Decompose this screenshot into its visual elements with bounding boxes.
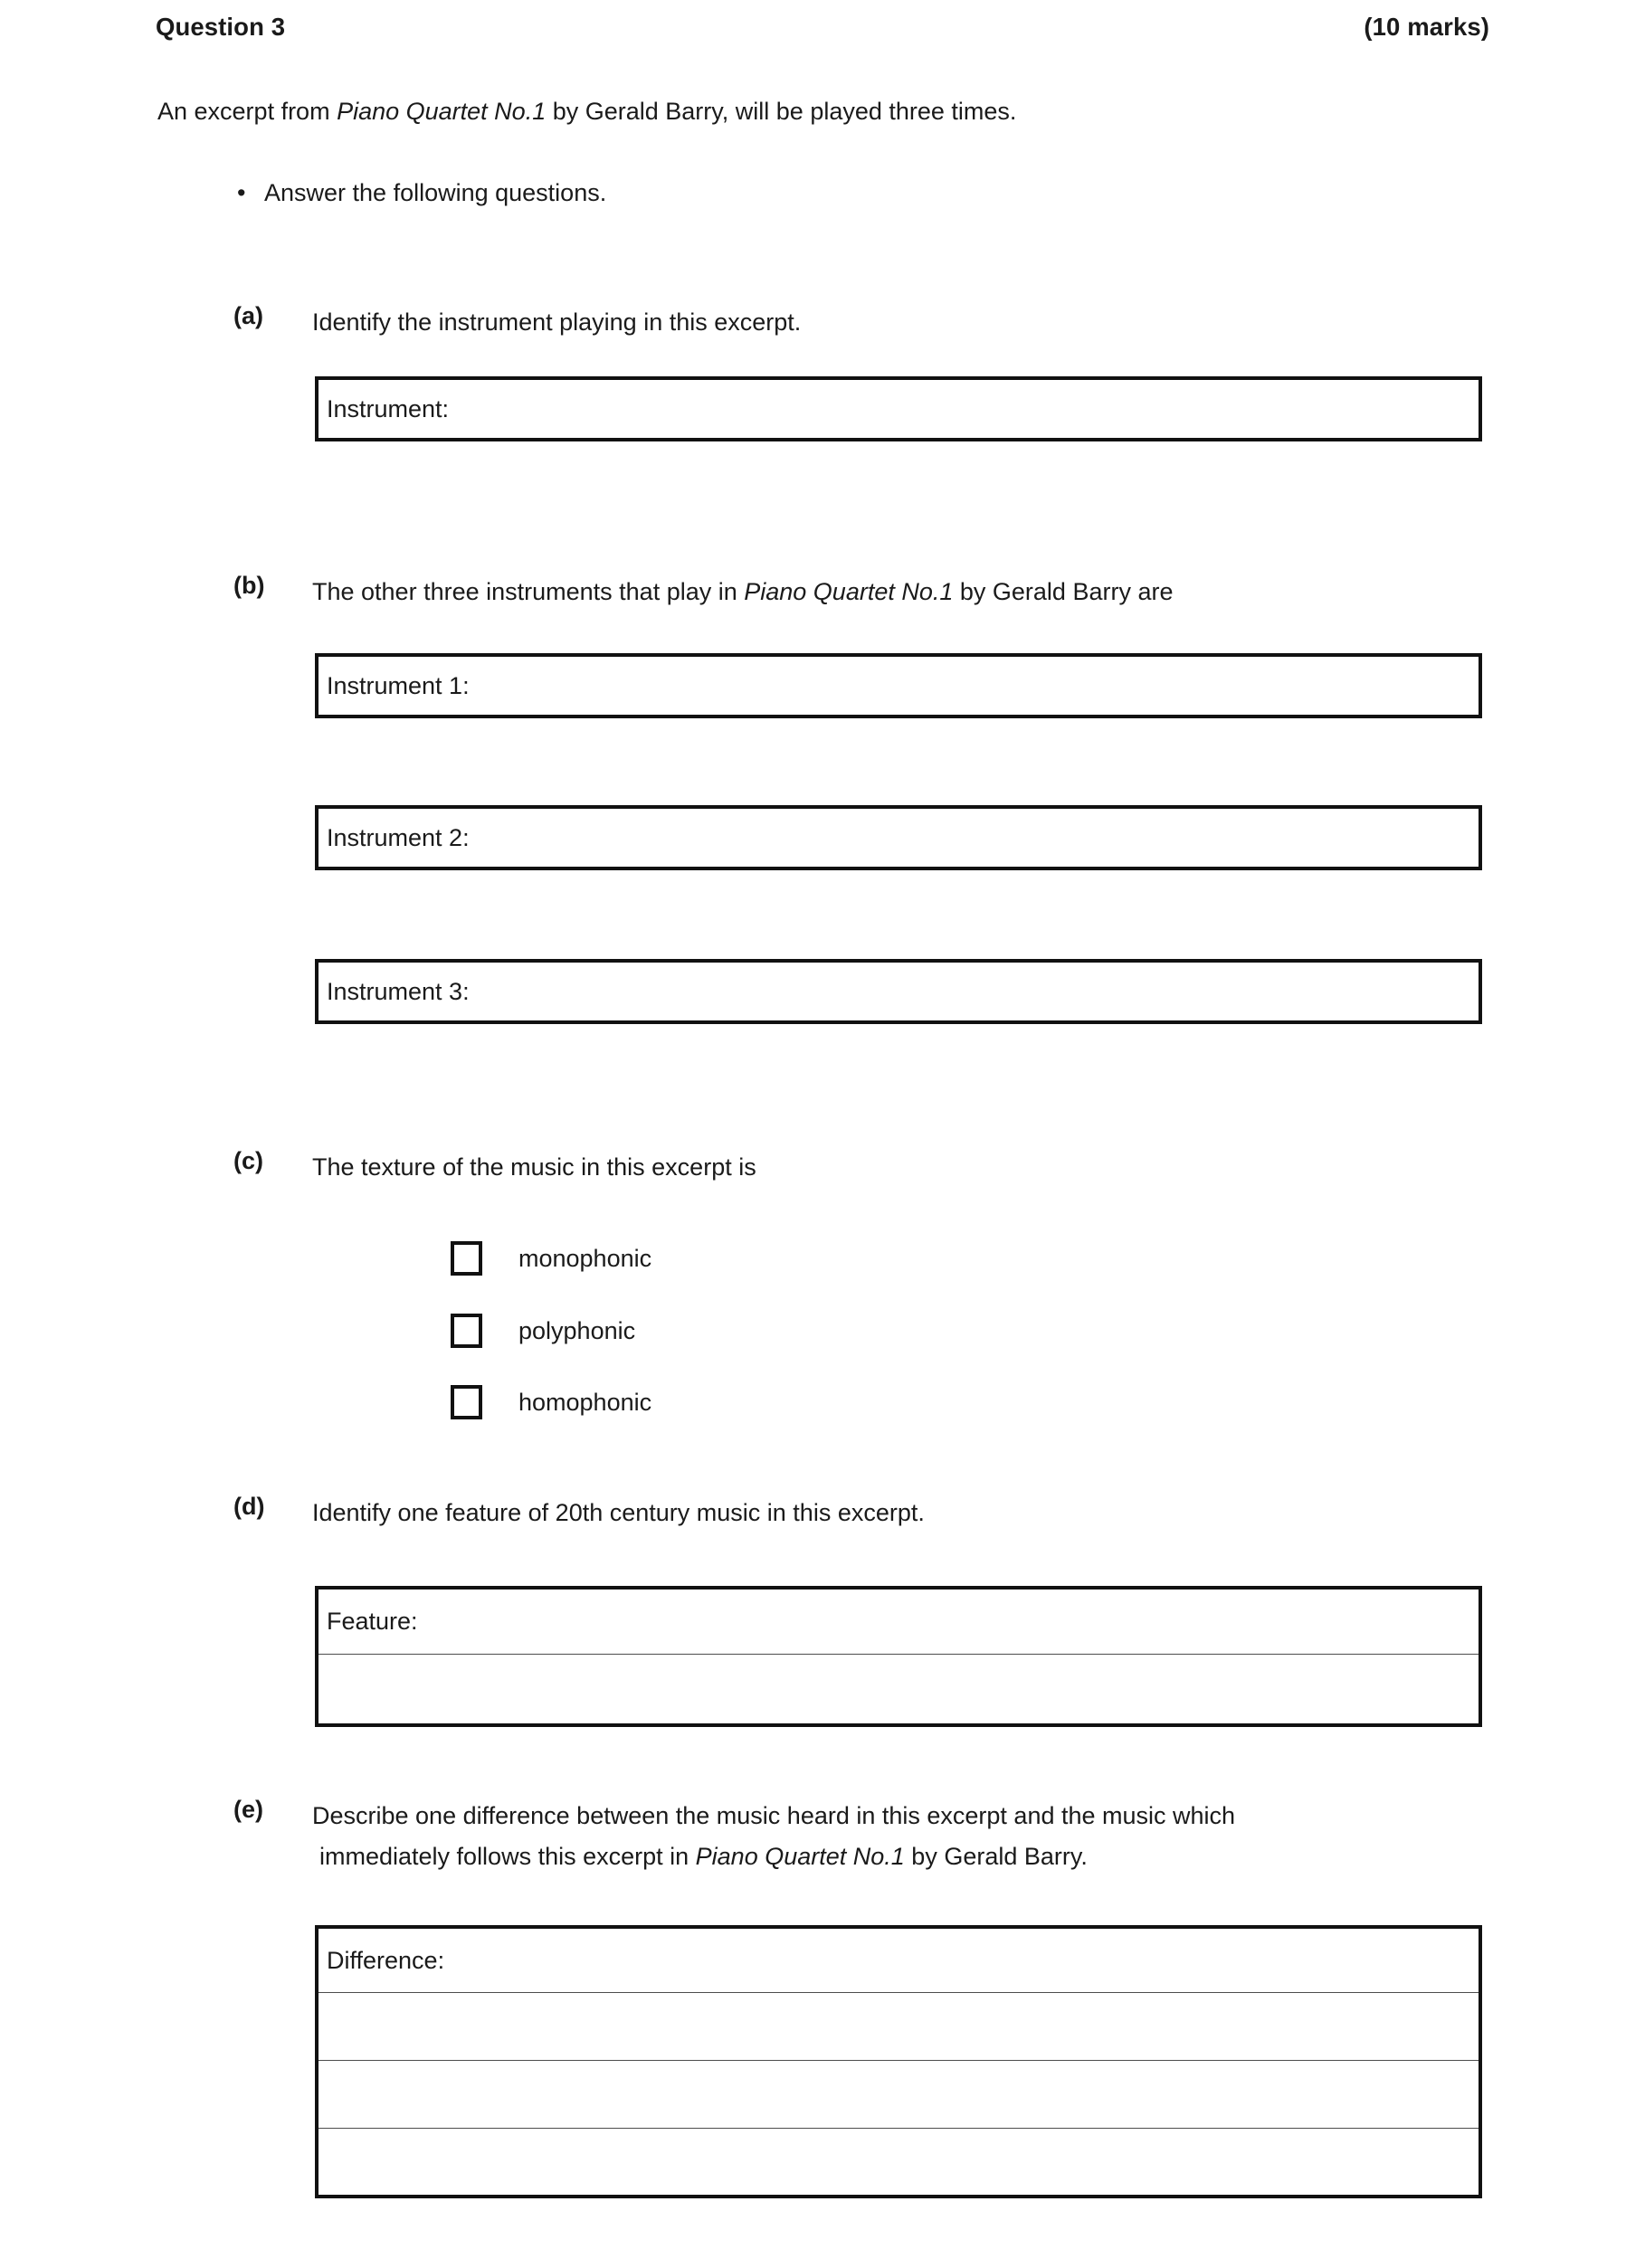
- answer-label-instrument-2: Instrument 2:: [327, 823, 470, 851]
- part-e-line2-before: immediately follows this excerpt in: [319, 1843, 696, 1870]
- part-b-text: [312, 572, 1173, 612]
- answer-box-instrument-3[interactable]: [315, 959, 1482, 1024]
- option-label-homophonic: homophonic: [518, 1388, 652, 1416]
- answer-row[interactable]: [319, 809, 1479, 867]
- part-a-text: Identify the instrument playing in this excerpt.: [312, 308, 802, 336]
- part-d-text: Identify one feature of 20th century music in this excerpt.: [312, 1499, 925, 1526]
- checkbox-icon-homophonic[interactable]: [451, 1385, 482, 1419]
- part-a-label: (a): [233, 302, 263, 329]
- answer-label-instrument: Instrument:: [327, 394, 450, 422]
- part-b-work-title: Piano Quartet No.1: [744, 578, 954, 605]
- intro-work-title: Piano Quartet No.1: [337, 98, 547, 125]
- answer-row-blank[interactable]: [319, 1654, 1479, 1723]
- part-b-label: (b): [233, 572, 265, 599]
- option-homophonic[interactable]: [451, 1385, 651, 1419]
- answer-row[interactable]: [319, 657, 1479, 715]
- answer-box-instrument-1[interactable]: [315, 653, 1482, 718]
- answer-box-difference[interactable]: [315, 1925, 1482, 2198]
- answer-label-instrument-3: Instrument 3:: [327, 977, 470, 1005]
- page-header: [156, 13, 1489, 42]
- option-polyphonic[interactable]: [451, 1314, 635, 1348]
- checkbox-icon-monophonic[interactable]: [451, 1241, 482, 1276]
- answer-row-blank[interactable]: [319, 1992, 1479, 2060]
- part-e-text-line1: Describe one difference between the music heard in this excerpt and the music which: [312, 1802, 1236, 1829]
- answer-label-difference: Difference:: [327, 1946, 445, 1974]
- answer-box-feature[interactable]: [315, 1586, 1482, 1727]
- answer-row[interactable]: [319, 963, 1479, 1020]
- part-e-text: [312, 1796, 1235, 1877]
- part-d-label: (d): [233, 1493, 265, 1520]
- marks-label: (10 marks): [1364, 13, 1489, 41]
- answer-row[interactable]: [319, 1589, 1479, 1654]
- part-e-label: (e): [233, 1796, 263, 1823]
- excerpt-intro: [157, 98, 1016, 126]
- part-e-text-line2: [312, 1836, 1235, 1877]
- checkbox-icon-polyphonic[interactable]: [451, 1314, 482, 1348]
- part-c-text: The texture of the music in this excerpt is: [312, 1153, 756, 1181]
- intro-text-before: An excerpt from: [157, 98, 338, 125]
- option-label-monophonic: monophonic: [518, 1244, 652, 1272]
- answer-row[interactable]: [319, 1929, 1479, 1992]
- part-b-text-before: The other three instruments that play in: [312, 578, 745, 605]
- option-label-polyphonic: polyphonic: [518, 1316, 636, 1344]
- part-e-work-title: Piano Quartet No.1: [695, 1843, 905, 1870]
- answer-row-blank[interactable]: [319, 2128, 1479, 2195]
- answer-label-feature: Feature:: [327, 1608, 418, 1635]
- answer-label-instrument-1: Instrument 1:: [327, 671, 470, 699]
- instruction-bullet-text: Answer the following questions.: [264, 179, 607, 206]
- part-c-label: (c): [233, 1147, 263, 1174]
- instruction-bullet: [237, 179, 606, 207]
- page-title: Question 3: [156, 13, 286, 41]
- answer-row[interactable]: [319, 380, 1479, 438]
- bullet-icon: •: [237, 179, 246, 206]
- option-monophonic[interactable]: [451, 1241, 651, 1276]
- intro-text-after: by Gerald Barry, will be played three times.: [546, 98, 1017, 125]
- answer-box-instrument-2[interactable]: [315, 805, 1482, 870]
- answer-box-instrument[interactable]: [315, 376, 1482, 441]
- answer-row-blank[interactable]: [319, 2060, 1479, 2128]
- part-b-text-after: by Gerald Barry are: [953, 578, 1174, 605]
- part-e-line2-after: by Gerald Barry.: [904, 1843, 1088, 1870]
